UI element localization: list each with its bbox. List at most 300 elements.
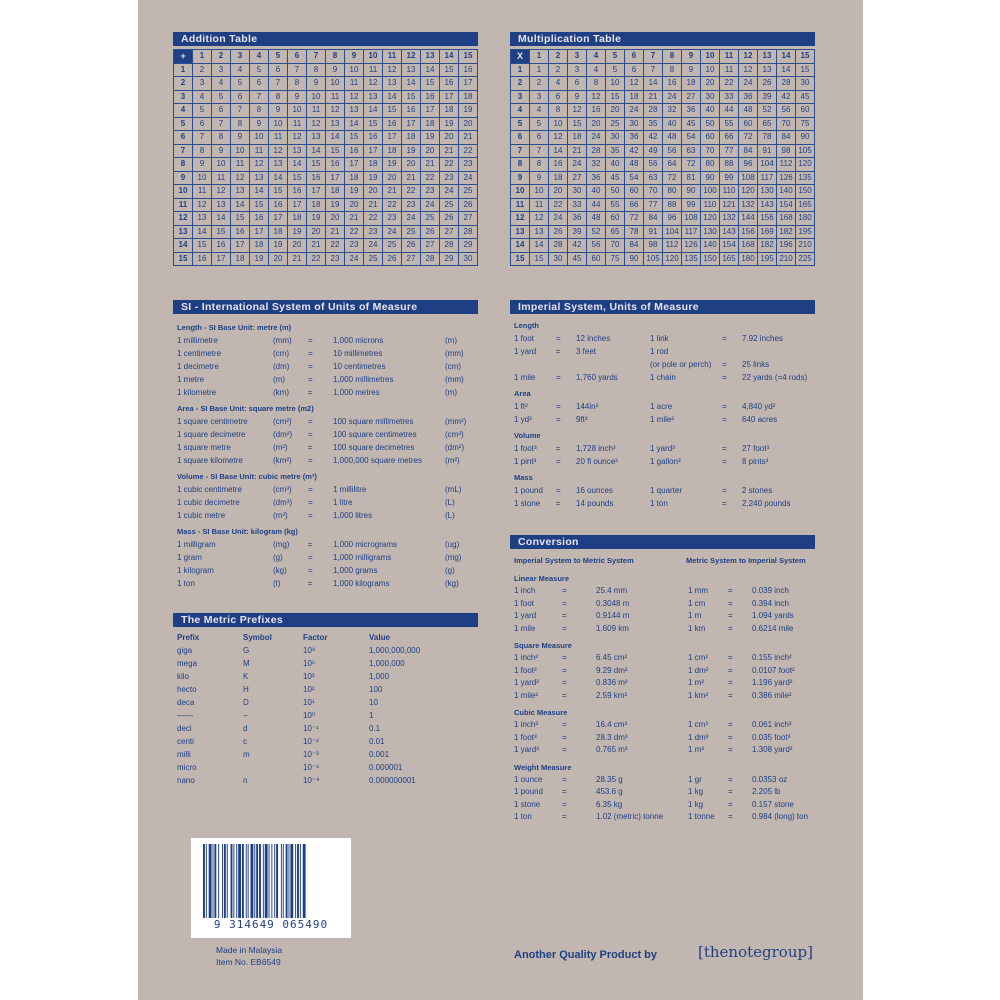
grid-cell: 20: [421, 144, 440, 158]
grid-cell: 9: [568, 90, 587, 104]
grid-cell: 3: [530, 90, 549, 104]
grid-cell: 13: [530, 225, 549, 239]
grid-cell: 9: [326, 63, 345, 77]
prefix-cell: milli: [177, 750, 191, 759]
conversion-cell: 1 ton: [514, 812, 532, 821]
grid-cell: 8: [212, 131, 231, 145]
grid-cell: 24: [440, 185, 459, 199]
grid-header-cell: 4: [511, 104, 530, 118]
barcode-bar: [209, 844, 212, 918]
grid-header-cell: 2: [549, 50, 568, 64]
grid-cell: 8: [193, 144, 212, 158]
grid-cell: 10: [326, 77, 345, 91]
grid-cell: 84: [777, 131, 796, 145]
barcode-bar: [213, 844, 214, 918]
prefix-cell: 10⁻²: [303, 737, 319, 746]
si-cell: (cm²): [445, 430, 464, 439]
grid-header-cell: 7: [307, 50, 326, 64]
grid-header-cell: 6: [625, 50, 644, 64]
barcode-bar: [227, 844, 228, 918]
grid-cell: 21: [440, 144, 459, 158]
grid-cell: 96: [663, 212, 682, 226]
grid-cell: 32: [587, 158, 606, 172]
si-cell: =: [308, 540, 313, 549]
grid-cell: 66: [625, 198, 644, 212]
grid-cell: 10: [250, 131, 269, 145]
grid-cell: 17: [345, 158, 364, 172]
grid-cell: 39: [568, 225, 587, 239]
imperial-cell: =: [722, 334, 727, 343]
grid-cell: 225: [796, 252, 815, 266]
grid-header-cell: 4: [174, 104, 193, 118]
grid-header-cell: 6: [174, 131, 193, 145]
grid-cell: 10: [288, 104, 307, 118]
grid-header-cell: 9: [682, 50, 701, 64]
imperial-cell: 25 links: [742, 360, 770, 369]
barcode-bar: [300, 844, 301, 918]
grid-header-cell: 11: [720, 50, 739, 64]
grid-cell: 6: [568, 77, 587, 91]
prefix-cell: H: [243, 685, 249, 694]
grid-cell: 17: [364, 144, 383, 158]
grid-cell: 8: [269, 90, 288, 104]
grid-row: [511, 50, 815, 64]
grid-cell: 18: [625, 90, 644, 104]
grid-cell: 15: [231, 212, 250, 226]
grid-header-cell: 13: [421, 50, 440, 64]
imperial-cell: =: [556, 347, 561, 356]
conversion-cell: 1 m: [688, 611, 702, 620]
grid-cell: 30: [568, 185, 587, 199]
conversion-cell: =: [562, 665, 567, 675]
grid-cell: 25: [402, 225, 421, 239]
grid-cell: 28: [587, 144, 606, 158]
grid-cell: 15: [269, 185, 288, 199]
grid-cell: 52: [758, 104, 777, 118]
si-cell: 1 metre: [177, 375, 205, 384]
prefix-cell: 10²: [303, 685, 315, 694]
barcode-number: 9 314649 065490: [213, 918, 329, 931]
conversion-right-heading: Metric System to Imperial System: [686, 556, 806, 565]
grid-cell: 26: [440, 212, 459, 226]
grid-cell: 80: [701, 158, 720, 172]
grid-cell: 98: [644, 239, 663, 253]
imperial-cell: 1 mile²: [650, 415, 675, 424]
imperial-cell: 22 yards (=4 rods): [742, 373, 808, 382]
prefixes-section: [173, 613, 478, 803]
conversion-cell: =: [562, 787, 567, 796]
grid-row: [174, 252, 478, 266]
grid-row: [174, 63, 478, 77]
grid-header-cell: 11: [511, 198, 530, 212]
grid-cell: 26: [383, 252, 402, 266]
imperial-cell: 16 ounces: [576, 486, 613, 495]
grid-row: [174, 225, 478, 239]
imperial-cell: 8 pints³: [742, 457, 769, 466]
grid-cell: 15: [326, 144, 345, 158]
grid-cell: 21: [326, 225, 345, 239]
imperial-cell: 1 foot: [514, 334, 535, 343]
barcode-bar: [251, 844, 254, 918]
grid-row: [511, 104, 815, 118]
grid-cell: 16: [231, 225, 250, 239]
si-cell: 1 square kilometre: [177, 456, 243, 465]
grid-header-cell: 14: [777, 50, 796, 64]
grid-header-cell: 6: [511, 131, 530, 145]
prefix-cell: –: [243, 711, 248, 720]
grid-cell: 19: [250, 252, 269, 266]
si-group-heading: Volume - SI Base Unit: cubic metre (m³): [177, 472, 317, 481]
grid-cell: 42: [777, 90, 796, 104]
si-cell: =: [308, 417, 313, 426]
imperial-cell: 1 pint³: [514, 457, 537, 466]
si-cell: (t): [273, 579, 281, 588]
si-cell: (L): [445, 498, 455, 507]
grid-cell: 18: [549, 171, 568, 185]
grid-cell: 22: [345, 225, 364, 239]
imperial-cell: 14 pounds: [576, 499, 614, 508]
prefix-cell: 1,000,000: [369, 659, 405, 668]
grid-cell: 24: [383, 225, 402, 239]
si-cell: (m²): [273, 443, 288, 452]
grid-cell: 16: [288, 185, 307, 199]
conversion-group-heading: Linear Measure: [514, 574, 570, 583]
grid-cell: 23: [383, 212, 402, 226]
multiplication-section: [510, 32, 815, 266]
prefix-cell: nano: [177, 776, 195, 785]
conversion-cell: 1.609 km: [596, 623, 629, 633]
conversion-cell: =: [562, 678, 567, 687]
grid-cell: 17: [326, 171, 345, 185]
grid-header-cell: 9: [511, 171, 530, 185]
grid-cell: 18: [440, 104, 459, 118]
grid-cell: 22: [402, 185, 421, 199]
grid-cell: 140: [701, 239, 720, 253]
conversion-cell: =: [728, 812, 733, 821]
prefix-cell: hecto: [177, 685, 197, 694]
grid-header-cell: 8: [174, 158, 193, 172]
barcode-bar: [224, 844, 226, 918]
operator-symbol: +: [174, 50, 193, 64]
conversion-cell: =: [562, 745, 567, 754]
grid-cell: 135: [682, 252, 701, 266]
si-cell: =: [308, 498, 313, 507]
conversion-cell: 453.6 g: [596, 787, 623, 796]
grid-cell: 19: [269, 239, 288, 253]
grid-cell: 16: [440, 77, 459, 91]
conversion-cell: 1 yard³: [514, 745, 539, 754]
grid-cell: 20: [288, 239, 307, 253]
conversion-cell: 0.386 mile²: [752, 690, 792, 700]
grid-cell: 21: [402, 171, 421, 185]
grid-cell: 7: [644, 63, 663, 77]
grid-cell: 23: [402, 198, 421, 212]
grid-cell: 110: [720, 185, 739, 199]
prefix-column-header: Symbol: [243, 633, 272, 642]
prefix-cell: 10⁻³: [303, 750, 319, 759]
grid-cell: 11: [326, 90, 345, 104]
grid-cell: 6: [231, 90, 250, 104]
grid-cell: 20: [459, 117, 478, 131]
grid-cell: 110: [701, 198, 720, 212]
grid-cell: 5: [231, 77, 250, 91]
imperial-cell: 20 fl ounce³: [576, 457, 618, 466]
prefix-cell: 0.000000001: [369, 776, 416, 785]
grid-cell: 22: [326, 239, 345, 253]
prefix-cell: 10⁰: [303, 711, 316, 720]
si-cell: 1 kilogram: [177, 566, 214, 575]
si-cell: (dm²): [273, 430, 293, 439]
imperial-title: Imperial System, Units of Measure: [510, 300, 815, 314]
grid-cell: 18: [288, 212, 307, 226]
conversion-cell: 0.836 m²: [596, 678, 628, 687]
si-cell: 1,000 micrograms: [333, 540, 398, 549]
grid-cell: 18: [459, 90, 478, 104]
conversion-cell: 0.3048 m: [596, 598, 630, 608]
grid-cell: 140: [777, 185, 796, 199]
grid-header-cell: 10: [364, 50, 383, 64]
grid-cell: 84: [644, 212, 663, 226]
conversion-cell: 1 yard²: [514, 678, 539, 687]
grid-cell: 8: [549, 104, 568, 118]
grid-cell: 16: [549, 158, 568, 172]
grid-cell: 4: [193, 90, 212, 104]
grid-cell: 7: [530, 144, 549, 158]
grid-cell: 78: [758, 131, 777, 145]
grid-cell: 16: [383, 117, 402, 131]
grid-header-cell: 3: [231, 50, 250, 64]
imperial-cell: 2 stones: [742, 486, 773, 495]
grid-cell: 7: [193, 131, 212, 145]
grid-cell: 150: [701, 252, 720, 266]
grid-cell: 9: [250, 117, 269, 131]
conversion-cell: 1 pound: [514, 787, 543, 796]
prefix-cell: 100: [369, 685, 383, 694]
grid-cell: 210: [777, 252, 796, 266]
conversion-cell: 0.6214 mile: [752, 623, 794, 633]
grid-cell: 40: [587, 185, 606, 199]
grid-cell: 5: [212, 90, 231, 104]
si-cell: 1,000 kilograms: [333, 579, 390, 588]
grid-cell: 112: [777, 158, 796, 172]
si-cell: 10 centimetres: [333, 362, 386, 371]
grid-cell: 15: [193, 239, 212, 253]
grid-header-cell: 10: [511, 185, 530, 199]
grid-cell: 15: [568, 117, 587, 131]
grid-cell: 19: [326, 198, 345, 212]
grid-cell: 12: [231, 171, 250, 185]
grid-cell: 48: [663, 131, 682, 145]
imperial-cell: =: [556, 373, 561, 382]
grid-row: [174, 144, 478, 158]
grid-cell: 17: [231, 239, 250, 253]
conversion-cell: =: [728, 586, 733, 595]
grid-cell: 91: [758, 144, 777, 158]
grid-cell: 4: [212, 77, 231, 91]
prefix-cell: 1,000: [369, 672, 390, 681]
grid-cell: 7: [231, 104, 250, 118]
tagline: Another Quality Product by: [514, 949, 658, 961]
prefix-cell: 10⁻¹: [303, 724, 319, 733]
grid-cell: 12: [587, 90, 606, 104]
imperial-group-heading: Volume: [514, 431, 541, 440]
grid-cell: 88: [720, 158, 739, 172]
grid-cell: 11: [307, 104, 326, 118]
conversion-cell: 0.035 foot³: [752, 732, 791, 742]
imperial-cell: 1,760 yards: [576, 373, 618, 382]
grid-cell: 28: [440, 239, 459, 253]
addition-title: Addition Table: [173, 32, 478, 46]
grid-cell: 108: [682, 212, 701, 226]
barcode-bar: [231, 844, 233, 918]
conversion-cell: =: [728, 774, 733, 784]
barcode-bar: [238, 844, 241, 918]
grid-cell: 6: [193, 117, 212, 131]
grid-cell: 32: [663, 104, 682, 118]
si-cell: =: [308, 388, 313, 397]
grid-cell: 28: [549, 239, 568, 253]
si-cell: (m): [273, 375, 285, 384]
grid-cell: 16: [193, 252, 212, 266]
grid-header-cell: 8: [511, 158, 530, 172]
grid-header-cell: 5: [174, 117, 193, 131]
grid-cell: 42: [625, 144, 644, 158]
grid-cell: 12: [739, 63, 758, 77]
grid-cell: 11: [288, 117, 307, 131]
barcode-bar: [269, 844, 270, 918]
grid-header-cell: 10: [174, 185, 193, 199]
grid-header-cell: 15: [174, 252, 193, 266]
grid-row: [174, 104, 478, 118]
conversion-cell: =: [562, 690, 567, 700]
si-cell: 10 millimetres: [333, 349, 383, 358]
grid-cell: 22: [383, 198, 402, 212]
si-cell: 1 milligram: [177, 540, 216, 549]
grid-cell: 91: [644, 225, 663, 239]
conversion-cell: 0.765 m³: [596, 745, 628, 754]
conversion-cell: 25.4 mm: [596, 586, 628, 595]
si-cell: 1,000 litres: [333, 511, 373, 520]
imperial-cell: 1 acre: [650, 402, 673, 411]
conversion-cell: 1.094 yards: [752, 611, 794, 620]
grid-cell: 10: [269, 117, 288, 131]
conversion-cell: 0.9144 m: [596, 611, 630, 620]
grid-cell: 23: [345, 239, 364, 253]
prefix-cell: 10³: [303, 672, 315, 681]
imperial-cell: 12 inches: [576, 334, 611, 343]
si-cell: (mL): [445, 485, 462, 494]
si-cell: =: [308, 579, 313, 588]
grid-cell: 6: [269, 63, 288, 77]
grid-cell: 143: [758, 198, 777, 212]
grid-cell: 17: [459, 77, 478, 91]
conversion-cell: =: [728, 690, 733, 700]
grid-cell: 13: [383, 77, 402, 91]
grid-cell: 24: [402, 212, 421, 226]
grid-cell: 13: [193, 212, 212, 226]
grid-cell: 8: [231, 117, 250, 131]
grid-cell: 18: [231, 252, 250, 266]
operator-symbol: X: [511, 50, 530, 64]
grid-row: [174, 50, 478, 64]
si-cell: (cm²): [273, 417, 292, 426]
imperial-cell: =: [722, 402, 727, 411]
grid-cell: 1: [530, 63, 549, 77]
grid-cell: 26: [421, 225, 440, 239]
si-cell: (cm³): [273, 485, 292, 494]
grid-cell: 54: [682, 131, 701, 145]
grid-cell: 11: [212, 171, 231, 185]
grid-cell: 72: [663, 171, 682, 185]
barcode-bar: [289, 844, 290, 918]
barcode-bars: [203, 844, 339, 918]
grid-cell: 11: [720, 63, 739, 77]
grid-cell: 14: [307, 144, 326, 158]
conversion-cell: =: [728, 623, 733, 633]
imperial-cell: 1 ton: [650, 499, 668, 508]
grid-cell: 20: [440, 131, 459, 145]
grid-cell: 40: [701, 104, 720, 118]
imperial-cell: =: [722, 486, 727, 495]
grid-cell: 78: [625, 225, 644, 239]
grid-header-cell: 5: [269, 50, 288, 64]
barcode-bar: [295, 844, 296, 918]
grid-cell: 13: [307, 131, 326, 145]
grid-cell: 24: [459, 171, 478, 185]
grid-row: [511, 131, 815, 145]
grid-cell: 23: [364, 225, 383, 239]
grid-cell: 56: [587, 239, 606, 253]
grid-row: [174, 158, 478, 172]
grid-cell: 6: [250, 77, 269, 91]
grid-cell: 25: [364, 252, 383, 266]
conversion-group-heading: Weight Measure: [514, 762, 572, 772]
imperial-group-heading: Mass: [514, 473, 533, 482]
prefix-cell: 10⁻⁹: [303, 776, 320, 785]
grid-cell: 15: [796, 63, 815, 77]
grid-header-cell: 7: [511, 144, 530, 158]
grid-cell: 16: [326, 158, 345, 172]
barcode-bar: [242, 844, 244, 918]
grid-cell: 72: [682, 158, 701, 172]
grid-cell: 2: [193, 63, 212, 77]
grid-cell: 121: [720, 198, 739, 212]
grid-cell: 29: [440, 252, 459, 266]
prefix-cell: deca: [177, 698, 195, 707]
grid-cell: 15: [440, 63, 459, 77]
si-cell: (km²): [273, 456, 292, 465]
grid-cell: 12: [549, 131, 568, 145]
grid-cell: 24: [568, 158, 587, 172]
grid-cell: 60: [606, 212, 625, 226]
grid-cell: 14: [549, 144, 568, 158]
item-number-label: Item No. EB6549: [216, 957, 281, 967]
grid-cell: 28: [644, 104, 663, 118]
grid-cell: 42: [568, 239, 587, 253]
grid-cell: 180: [796, 212, 815, 226]
grid-cell: 42: [644, 131, 663, 145]
grid-header-cell: 2: [212, 50, 231, 64]
grid-cell: 150: [796, 185, 815, 199]
grid-cell: 182: [777, 225, 796, 239]
si-cell: 1 litre: [333, 498, 353, 507]
imperial-cell: 1 gallon³: [650, 457, 681, 466]
conversion-cell: =: [728, 665, 733, 675]
grid-cell: 8: [250, 104, 269, 118]
imperial-cell: (or pole or perch): [650, 360, 712, 369]
grid-cell: 8: [307, 63, 326, 77]
grid-cell: 20: [701, 77, 720, 91]
